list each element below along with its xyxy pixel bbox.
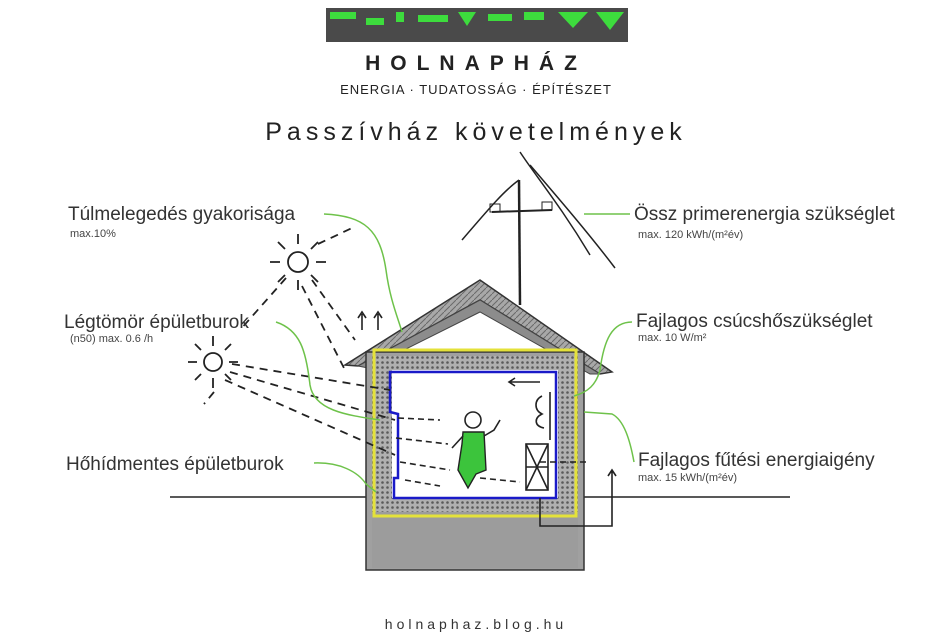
power-pole-icon: [462, 152, 615, 305]
label-overheating-title: Túlmelegedés gyakorisága: [68, 204, 296, 225]
label-peak-heat-value: max. 10 W/m²: [638, 332, 707, 344]
brand-tagline: ENERGIA · TUDATOSSÁG · ÉPÍTÉSZET: [340, 82, 612, 97]
label-heating-demand-value: max. 15 kWh/(m²év): [638, 472, 738, 484]
label-airtight-value: (n50) max. 0.6 /h: [70, 333, 154, 345]
label-overheating-value: max.10%: [70, 228, 116, 240]
label-airtight-title: Légtömör épületburok: [64, 312, 249, 333]
sun-icon: [188, 336, 238, 388]
footer-url: holnaphaz.blog.hu: [384, 616, 568, 632]
label-thermal-bridge-title: Hőhídmentes épületburok: [66, 454, 284, 475]
label-peak-heat-title: Fajlagos csúcshőszükséglet: [636, 311, 873, 332]
label-primary-energy-value: max. 120 kWh/(m²év): [638, 229, 744, 241]
label-primary-energy-title: Össz primerenergia szükséglet: [634, 204, 895, 225]
brand-name: HOLNAPHÁZ: [365, 52, 587, 75]
page-title: Passzívház követelmények: [265, 118, 687, 146]
sun-icon: [270, 234, 326, 290]
label-heating-demand-title: Fajlagos fűtési energiaigény: [638, 450, 875, 471]
